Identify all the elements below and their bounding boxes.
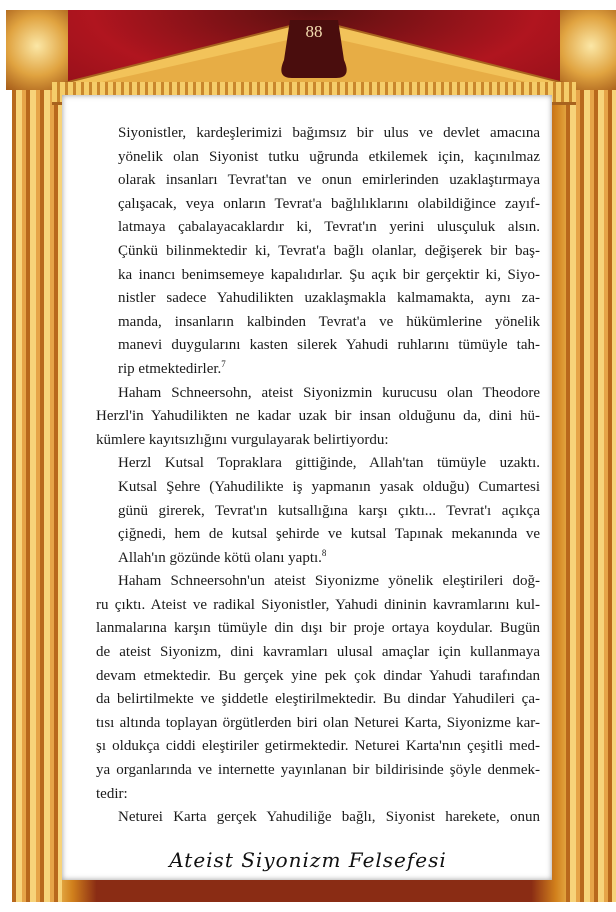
block-quote (96, 452, 540, 570)
text-line: Herzl'in Yahudilikten ne kadar uzak bir insan olduğunu da, dini hü- (96, 408, 540, 425)
text-line: ru çıktı. Ateist ve radikal Siyonistler, Yahudi dininin kavramlarını kul- (96, 596, 540, 613)
text-line: kümlere kayıtsızlığını vurgulayarak belirtiyordu: (96, 431, 389, 448)
block-quote (96, 806, 540, 830)
body-text (96, 122, 540, 830)
text-line: rip etmektedirler.$^7$ (118, 358, 226, 377)
right-column (566, 10, 616, 902)
text-line: Neturei Karta gerçek Yahudiliğe bağlı, Siyonist harekete, onun (118, 809, 540, 826)
text-line: manda, insanların kalbinden Tevrat'a ve hükümlerine yönelik (118, 313, 540, 330)
text-line: tısı altında toplayan örgütlerden biri olan Neturei Karta, Siyonizme kar- (96, 714, 540, 731)
text-line: olarak insanları Tevrat'tan ve onun emirlerinden uzaklaştırmaya (118, 172, 540, 189)
paragraph (96, 382, 540, 453)
text-line: Kutsal Şehre (Yahudilikte iş yapmanın yasak olduğu) Cumartesi (118, 478, 540, 495)
running-footer-title: Ateist Siyonizm Felsefesi (169, 848, 447, 872)
text-line: da belirtilmekte ve şiddetle eleştirilmektedir. Bu dindar Yahudileri ça- (96, 691, 540, 708)
text-line: Herzl Kutsal Topraklara gittiğinde, Allah'tan tümüyle uzaktı. (118, 455, 540, 472)
text-line: ka inancı benimsemeye kapalıdırlar. Şu açık bir gerçektir ki, Siyo- (118, 266, 540, 283)
text-line: çalışacak, veya onların Tevrat'a bağlılıklarını olabildiğince zayıf- (118, 195, 540, 212)
text-line: Siyonistler, kardeşlerimizi bağımsız bir ulus ve devlet amacına (118, 125, 540, 141)
text-line: lanmalarına karşın tümüyle din dışı bir proje ortaya koydular. Bugün (96, 620, 540, 637)
footnote-marker[interactable]: 7 (221, 358, 226, 369)
text-line: latmaya çabalayacaklardır ki, Tevrat'ın yerini ulusçuluk alsın. (118, 219, 540, 236)
page-number: 88 (305, 22, 323, 41)
text-line: Çünkü bilinmektedir ki, Tevrat'a bağlı olanlar, değişerek bir baş- (118, 242, 540, 259)
text-line: nistler sadece Yahudilikten uzaklaşmakla kalmamakta, aynı za- (118, 290, 540, 307)
text-line: çiğnedi, hem de kutsal şehirde ve kutsal Tapınak mekanında ve (118, 526, 540, 543)
text-line: Haham Schneersohn, ateist Siyonizmin kurucusu olan Theodore (118, 384, 540, 401)
text-line: yönelik olan Siyonist tutku uğrunda etkilemek için, kaçınılmaz (118, 148, 540, 165)
block-quote (96, 122, 540, 382)
text-line: Allah'ın gözünde kötü olanı yaptı.$^8$ (118, 547, 327, 566)
footnote-marker[interactable]: 8 (321, 547, 327, 558)
paragraph (96, 570, 540, 806)
text-line: Haham Schneersohn'un ateist Siyonizme yönelik eleştirileri doğ- (118, 573, 540, 590)
text-line: devam etmektedir. Bu gerçek yine pek çok dindar Yahudi tarafından (96, 667, 540, 684)
text-line: manevi duygularını kasten silerek Yahudi ruhlarını tümüyle tah- (118, 337, 540, 354)
left-column (12, 10, 62, 902)
text-line: ya organlarında ve internette yayınlanan bir bildirisinde şöyle denmek- (96, 762, 540, 779)
text-line: tedir: (96, 785, 128, 802)
text-line: günü girerek, Tevrat'ın kutsallığına karşı çıktı... Tevrat'ı açıkça (118, 502, 540, 519)
text-line: de ateist Siyonizm, dini kavramları ulusal amaçlar için kullanmaya (96, 644, 540, 661)
text-line: şı oldukça ciddi eleştiriler getirmektedir. Neturei Karta'nın çeşitli med- (96, 738, 540, 755)
